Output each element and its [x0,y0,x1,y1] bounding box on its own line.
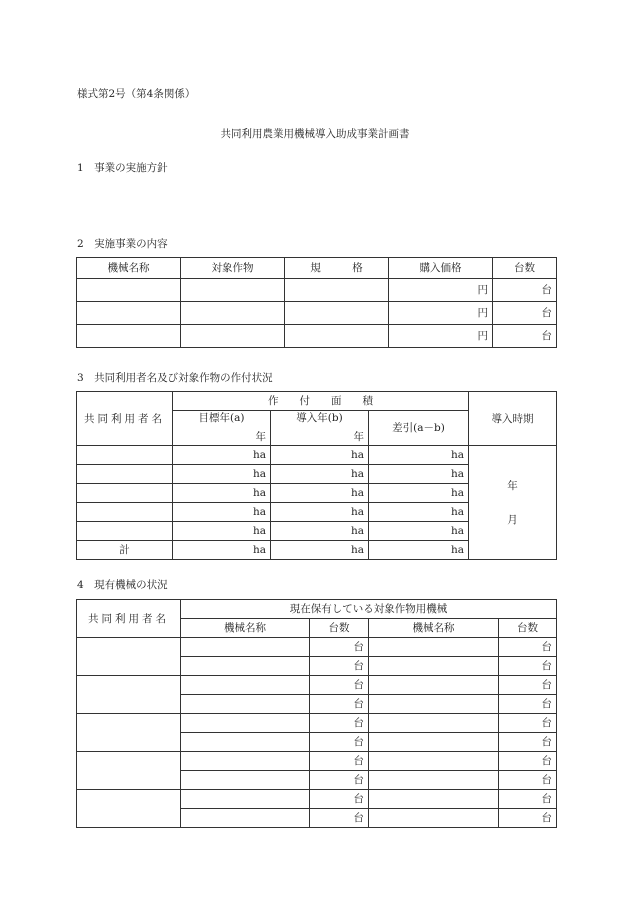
intro-period-cell[interactable] [469,446,557,560]
section-3-heading: 3 共同利用者名及び対象作物の作付状況 [77,372,273,384]
count-cell[interactable]: 台 [310,809,369,828]
user-cell[interactable] [77,714,181,752]
user-cell[interactable] [77,676,181,714]
price-cell[interactable]: 円 [389,279,493,302]
user-cell[interactable] [77,465,173,484]
count-cell[interactable]: 台 [310,676,369,695]
spec-cell[interactable] [285,302,389,325]
page-title: 共同利用農業用機械導入助成事業計画書 [220,128,410,140]
intro-area-cell[interactable]: ha [271,484,369,503]
table-row [77,446,557,465]
table-row [77,279,557,302]
count-cell[interactable]: 台 [499,752,557,771]
machine-name-cell[interactable] [369,657,499,676]
count-cell[interactable]: 台 [499,695,557,714]
intro-area-cell[interactable]: ha [271,465,369,484]
header-spec: 規 格 [285,258,389,279]
machine-name-cell[interactable] [181,733,310,752]
count-cell[interactable]: 台 [310,733,369,752]
header-intro-period: 導入時期 [469,392,557,446]
machine-name-cell[interactable] [369,809,499,828]
machine-name-cell[interactable] [181,695,310,714]
current-machines-table [76,599,557,828]
machine-name-cell[interactable] [369,790,499,809]
machine-name-cell[interactable] [369,638,499,657]
header-count: 台数 [499,619,557,638]
header-machine-name: 機械名称 [181,619,310,638]
header-target-crop: 対象作物 [181,258,285,279]
header-count: 台数 [493,258,557,279]
count-cell[interactable]: 台 [493,302,557,325]
diff-area-cell[interactable]: ha [369,446,469,465]
count-cell[interactable]: 台 [310,752,369,771]
price-cell[interactable]: 円 [389,325,493,348]
count-cell[interactable]: 台 [499,733,557,752]
machine-name-cell[interactable] [77,325,181,348]
year-unit: 年 [255,431,266,443]
count-cell[interactable]: 台 [310,714,369,733]
machine-name-cell[interactable] [181,771,310,790]
diff-area-total[interactable]: ha [369,541,469,560]
target-year-label: 目標年(a) [198,412,245,424]
diff-area-cell[interactable]: ha [369,522,469,541]
machine-name-cell[interactable] [181,752,310,771]
target-crop-cell[interactable] [181,279,285,302]
header-owned-machines: 現在保有している対象作物用機械 [181,600,557,619]
count-cell[interactable]: 台 [499,714,557,733]
machine-name-cell[interactable] [77,302,181,325]
table-row [77,752,557,771]
machine-name-cell[interactable] [369,676,499,695]
diff-area-cell[interactable]: ha [369,484,469,503]
price-cell[interactable]: 円 [389,302,493,325]
machine-name-cell[interactable] [369,752,499,771]
count-cell[interactable]: 台 [310,695,369,714]
machine-name-cell[interactable] [181,809,310,828]
count-cell[interactable]: 台 [499,790,557,809]
count-cell[interactable]: 台 [499,771,557,790]
form-number: 様式第2号（第4条関係） [77,88,196,100]
header-price: 購入価格 [389,258,493,279]
period-year-label: 年 [507,479,518,492]
section-2-heading: 2 実施事業の内容 [77,238,168,250]
count-cell[interactable]: 台 [310,638,369,657]
target-area-total[interactable]: ha [173,541,271,560]
total-label: 計 [77,541,173,560]
diff-area-cell[interactable]: ha [369,465,469,484]
table-row [77,638,557,657]
target-area-cell[interactable]: ha [173,446,271,465]
machine-name-cell[interactable] [181,638,310,657]
header-user: 共同利用者名 [77,600,181,638]
table-row [77,676,557,695]
section-1-heading: 1 事業の実施方針 [77,162,168,174]
machine-name-cell[interactable] [181,714,310,733]
spec-cell[interactable] [285,325,389,348]
count-cell[interactable]: 台 [499,809,557,828]
count-cell[interactable]: 台 [310,657,369,676]
count-cell[interactable]: 台 [499,676,557,695]
user-cell[interactable] [77,790,181,828]
user-cell[interactable] [77,638,181,676]
spec-cell[interactable] [285,279,389,302]
target-area-cell[interactable]: ha [173,484,271,503]
table-row [77,302,557,325]
header-user: 共同利用者名 [77,392,173,446]
user-cell[interactable] [77,752,181,790]
machine-name-cell[interactable] [369,714,499,733]
target-area-cell[interactable]: ha [173,503,271,522]
count-cell[interactable]: 台 [310,790,369,809]
diff-area-cell[interactable]: ha [369,503,469,522]
machine-name-cell[interactable] [181,657,310,676]
intro-area-total[interactable]: ha [271,541,369,560]
machine-name-cell[interactable] [369,771,499,790]
target-area-cell[interactable]: ha [173,465,271,484]
header-count: 台数 [310,619,369,638]
target-crop-cell[interactable] [181,302,285,325]
count-cell[interactable]: 台 [493,279,557,302]
count-cell[interactable]: 台 [499,657,557,676]
intro-area-cell[interactable]: ha [271,522,369,541]
period-month-label: 月 [507,513,518,526]
count-cell[interactable]: 台 [310,771,369,790]
intro-area-cell[interactable]: ha [271,503,369,522]
planting-table [76,391,557,560]
user-cell[interactable] [77,484,173,503]
header-machine-name: 機械名称 [77,258,181,279]
user-cell[interactable] [77,522,173,541]
implementation-table [76,257,557,348]
machine-name-cell[interactable] [181,790,310,809]
machine-name-cell[interactable] [369,695,499,714]
count-cell[interactable]: 台 [499,638,557,657]
count-cell[interactable]: 台 [493,325,557,348]
machine-name-cell[interactable] [369,733,499,752]
machine-name-cell[interactable] [181,676,310,695]
header-planting-area: 作 付 面 積 [173,392,469,411]
target-crop-cell[interactable] [181,325,285,348]
header-difference: 差引(a－b) [369,411,469,446]
header-machine-name: 機械名称 [369,619,499,638]
table-row [77,714,557,733]
target-area-cell[interactable]: ha [173,522,271,541]
user-cell[interactable] [77,503,173,522]
intro-area-cell[interactable]: ha [271,446,369,465]
section-4-heading: 4 現有機械の状況 [77,579,168,591]
year-unit: 年 [353,431,364,443]
header-target-year [173,411,271,446]
intro-year-label: 導入年(b) [296,412,343,424]
user-cell[interactable] [77,446,173,465]
table-row [77,790,557,809]
machine-name-cell[interactable] [77,279,181,302]
header-intro-year [271,411,369,446]
table-row [77,325,557,348]
